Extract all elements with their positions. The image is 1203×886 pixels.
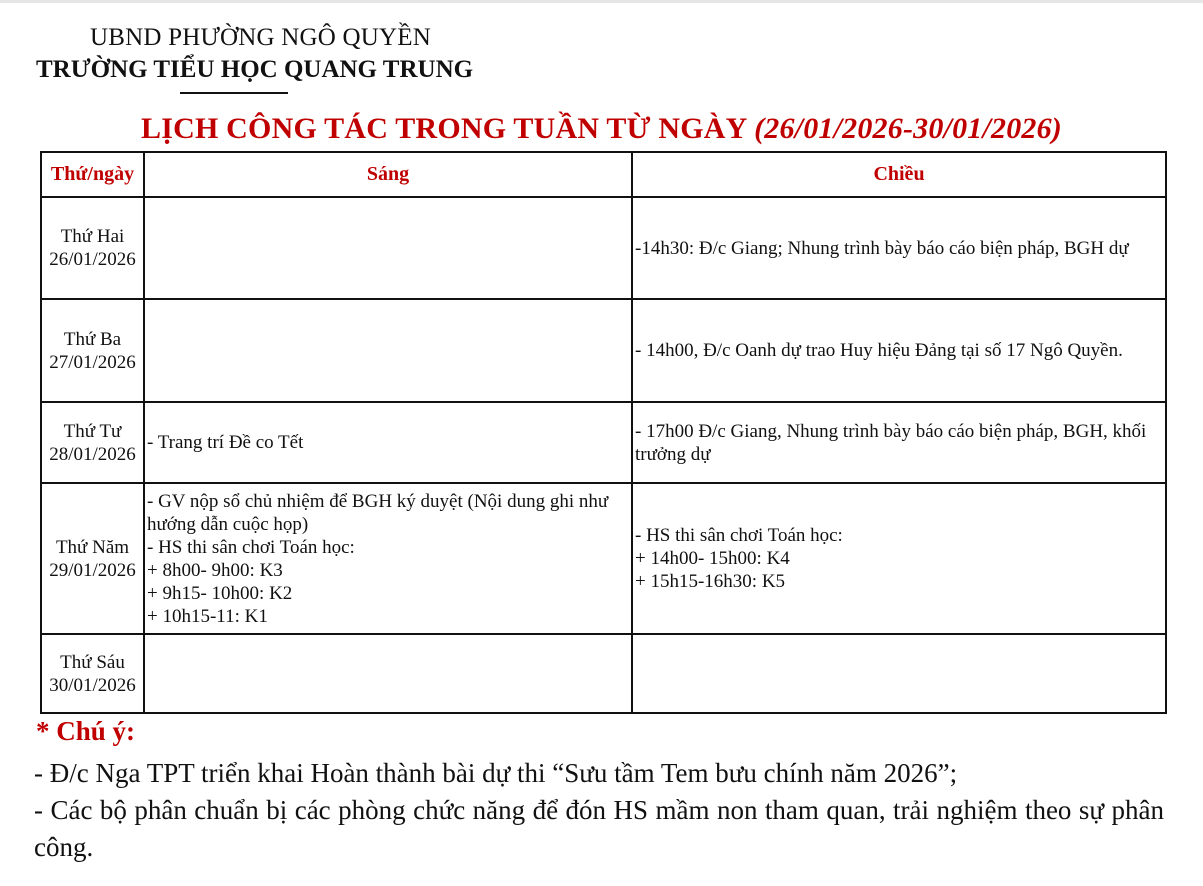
afternoon-cell bbox=[632, 299, 1166, 402]
morning-cell bbox=[144, 483, 632, 634]
page-title bbox=[0, 112, 1203, 146]
table-header-row bbox=[41, 152, 1166, 197]
activity-line: - 14h00, Đ/c Oanh dự trao Huy hiệu Đảng tại số 17 Ngô Quyền. bbox=[635, 340, 1123, 361]
afternoon-cell bbox=[632, 483, 1166, 634]
activity-line: - HS thi sân chơi Toán học: bbox=[635, 525, 843, 546]
header-afternoon: Chiều bbox=[632, 152, 1166, 197]
note-item: - Đ/c Nga TPT triển khai Hoàn thành bài dự thi “Sưu tầm Tem bưu chính năm 2026”; bbox=[34, 758, 958, 788]
header-underline bbox=[180, 92, 288, 94]
table-row bbox=[41, 299, 1166, 402]
morning-cell bbox=[144, 197, 632, 299]
school-name: TRƯỜNG TIỂU HỌC QUANG TRUNG bbox=[36, 56, 474, 83]
afternoon-cell bbox=[632, 197, 1166, 299]
date: 28/01/2026 bbox=[49, 443, 136, 465]
day-cell bbox=[41, 402, 144, 483]
table-row bbox=[41, 197, 1166, 299]
activity-line: + 15h15-16h30: K5 bbox=[635, 571, 786, 592]
morning-cell bbox=[144, 402, 632, 483]
day-cell bbox=[41, 483, 144, 634]
day-cell bbox=[41, 299, 144, 402]
activity-line: - HS thi sân chơi Toán học: bbox=[147, 536, 355, 558]
activity-line: + 8h00- 9h00: K3 bbox=[147, 559, 283, 581]
afternoon-cell bbox=[632, 634, 1166, 713]
schedule-table bbox=[40, 151, 1167, 714]
top-border-line bbox=[0, 0, 1203, 3]
activity-line: - GV nộp sổ chủ nhiệm để BGH ký duyệt (Nội dung ghi như hướng dẫn cuộc họp) bbox=[147, 490, 609, 535]
notes-heading: * Chú ý: bbox=[36, 716, 136, 746]
title-date-range: (26/01/2026-30/01/2026) bbox=[754, 112, 1062, 145]
activity-line: - Trang trí Đề co Tết bbox=[147, 432, 304, 453]
date: 30/01/2026 bbox=[49, 674, 136, 696]
org-name: UBND PHƯỜNG NGÔ QUYỀN bbox=[90, 24, 431, 51]
weekday: Thứ Ba bbox=[63, 328, 122, 350]
day-cell bbox=[41, 634, 144, 713]
weekday: Thứ Sáu bbox=[60, 651, 125, 673]
activity-line: + 9h15- 10h00: K2 bbox=[147, 582, 293, 604]
afternoon-cell bbox=[632, 402, 1166, 483]
title-prefix: LỊCH CÔNG TÁC TRONG TUẦN TỪ NGÀY bbox=[141, 112, 755, 145]
date: 27/01/2026 bbox=[49, 351, 136, 373]
date: 29/01/2026 bbox=[49, 559, 136, 581]
morning-cell bbox=[144, 634, 632, 713]
activity-line: + 14h00- 15h00: K4 bbox=[635, 548, 790, 569]
table-row bbox=[41, 402, 1166, 483]
header-day: Thứ/ngày bbox=[41, 152, 144, 197]
note-item: - Các bộ phân chuẩn bị các phòng chức năng để đón HS mầm non tham quan, trải nghiệm theo sự phân công. bbox=[34, 795, 1164, 862]
morning-cell bbox=[144, 299, 632, 402]
weekday: Thứ Hai bbox=[60, 226, 125, 247]
table-row bbox=[41, 634, 1166, 713]
activity-line: + 10h15-11: K1 bbox=[147, 605, 268, 627]
weekday: Thứ Tư bbox=[63, 420, 122, 442]
table-row bbox=[41, 483, 1166, 634]
header-morning: Sáng bbox=[144, 152, 632, 197]
date: 26/01/2026 bbox=[49, 249, 136, 270]
weekday: Thứ Năm bbox=[55, 536, 130, 558]
day-cell bbox=[41, 197, 144, 299]
activity-line: - 17h00 Đ/c Giang, Nhung trình bày báo cáo biện pháp, BGH, khối trưởng dự bbox=[635, 420, 1147, 465]
activity-line: -14h30: Đ/c Giang; Nhung trình bày báo cáo biện pháp, BGH dự bbox=[635, 237, 1129, 259]
